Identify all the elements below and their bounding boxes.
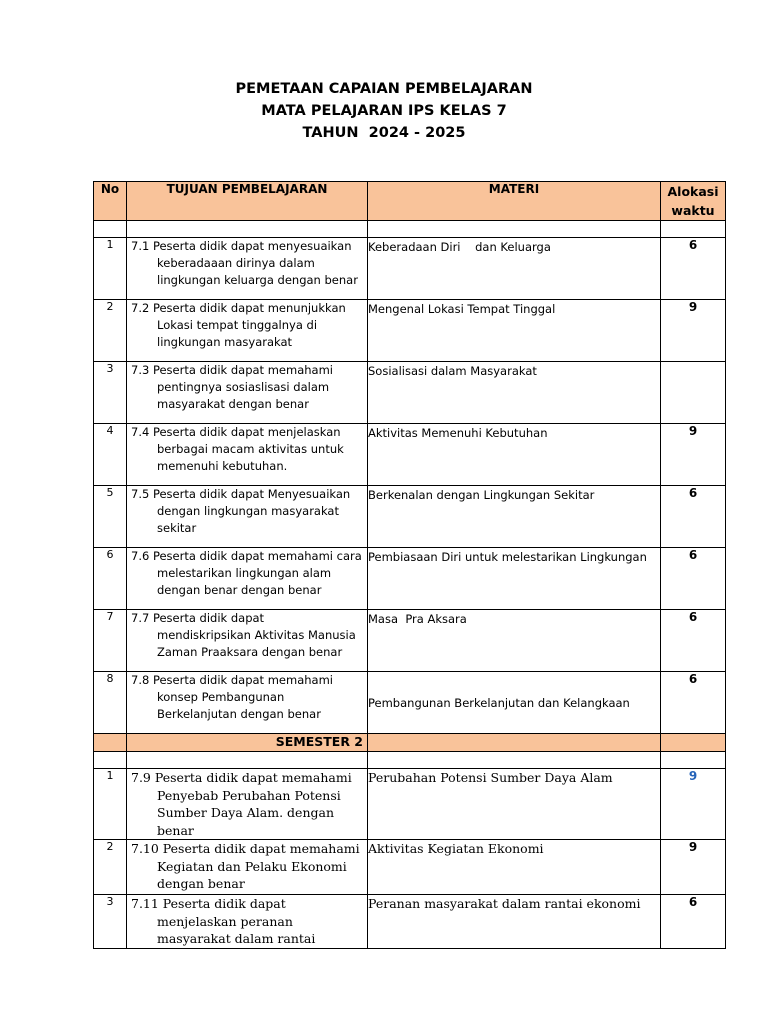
tujuan-cell	[127, 362, 368, 424]
tujuan-cell	[127, 238, 368, 300]
title-line-1: PEMETAAN CAPAIAN PEMBELAJARAN	[235, 81, 533, 97]
row-number: 4	[94, 424, 127, 486]
tujuan-continuation: konsep Pembangunan Berkelanjutan dengan benar	[157, 690, 321, 721]
tujuan-continuation: Lokasi tempat tinggalnya di lingkungan masyarakat	[157, 318, 318, 349]
materi-cell: Peranan masyarakat dalam rantai ekonomi	[368, 895, 661, 949]
tujuan-cell	[127, 895, 368, 949]
semester-2-row	[94, 734, 726, 752]
tujuan-cell	[127, 840, 368, 895]
row-number: 7	[94, 610, 127, 672]
mapping-table	[93, 181, 726, 949]
alokasi-cell: 9	[661, 840, 726, 895]
table-row	[94, 895, 726, 949]
table-header-row	[94, 182, 726, 221]
row-number: 3	[94, 895, 127, 949]
tujuan-cell	[127, 769, 368, 840]
table-row	[94, 840, 726, 895]
table-row	[94, 672, 726, 734]
materi-cell: Aktivitas Memenuhi Kebutuhan	[368, 424, 661, 486]
header-tujuan: TUJUAN PEMBELAJARAN	[127, 182, 368, 221]
tujuan-lead: 7.7 Peserta didik dapat	[131, 611, 265, 625]
semester-2-label: SEMESTER 2	[127, 734, 368, 752]
row-number: 2	[94, 300, 127, 362]
table-row	[94, 424, 726, 486]
table-row	[94, 486, 726, 548]
alokasi-cell	[661, 362, 726, 424]
table-row	[94, 548, 726, 610]
tujuan-cell	[127, 672, 368, 734]
header-materi: MATERI	[368, 182, 661, 221]
alokasi-cell: 9	[661, 769, 726, 840]
materi-cell: Berkenalan dengan Lingkungan Sekitar	[368, 486, 661, 548]
row-number: 1	[94, 238, 127, 300]
tujuan-continuation: berbagai macam aktivitas untuk memenuhi kebutuhan.	[157, 442, 344, 473]
tujuan-lead: 7.6 Peserta didik dapat memahami cara	[131, 549, 362, 563]
table-row	[94, 610, 726, 672]
tujuan-lead: 7.3 Peserta didik dapat memahami	[131, 363, 333, 377]
table-row	[94, 769, 726, 840]
tujuan-lead: 7.2 Peserta didik dapat menunjukkan	[131, 301, 346, 315]
tujuan-continuation: keberadaaan dirinya dalam lingkungan keluarga dengan benar	[157, 256, 358, 287]
tujuan-continuation: dengan lingkungan masyarakat sekitar	[157, 504, 339, 535]
tujuan-continuation: menjelaskan peranan masyarakat dalam rantai	[157, 913, 316, 946]
tujuan-cell	[127, 548, 368, 610]
materi-cell: Perubahan Potensi Sumber Daya Alam	[368, 769, 661, 840]
alokasi-cell: 6	[661, 238, 726, 300]
table-row	[94, 362, 726, 424]
materi-cell: Mengenal Lokasi Tempat Tinggal	[368, 300, 661, 362]
tujuan-continuation: melestarikan lingkungan alam dengan benar dengan benar	[157, 566, 332, 597]
document-title	[0, 78, 768, 144]
tujuan-lead: 7.8 Peserta didik dapat memahami	[131, 673, 333, 687]
materi-cell: Sosialisasi dalam Masyarakat	[368, 362, 661, 424]
tujuan-cell	[127, 486, 368, 548]
materi-cell: Masa Pra Aksara	[368, 610, 661, 672]
tujuan-continuation: Penyebab Perubahan Potensi Sumber Daya Alam. dengan benar	[157, 787, 341, 838]
row-number: 2	[94, 840, 127, 895]
tujuan-continuation: Kegiatan dan Pelaku Ekonomi dengan benar	[157, 858, 347, 891]
materi-cell: Pembiasaan Diri untuk melestarikan Lingkungan	[368, 548, 661, 610]
materi-cell: Pembangunan Berkelanjutan dan Kelangkaan	[368, 672, 661, 734]
title-line-3: TAHUN 2024 - 2025	[302, 125, 466, 141]
row-number: 3	[94, 362, 127, 424]
tujuan-lead: 7.4 Peserta didik dapat menjelaskan	[131, 425, 341, 439]
alokasi-cell: 9	[661, 424, 726, 486]
materi-cell: Keberadaan Diri dan Keluarga	[368, 238, 661, 300]
tujuan-lead: 7.11 Peserta didik dapat	[131, 896, 286, 911]
header-no: No	[94, 182, 127, 221]
row-number: 6	[94, 548, 127, 610]
alokasi-cell: 6	[661, 895, 726, 949]
alokasi-cell: 6	[661, 486, 726, 548]
table-row	[94, 238, 726, 300]
header-alokasi: Alokasi waktu	[661, 182, 726, 221]
table-row	[94, 300, 726, 362]
tujuan-continuation: mendiskripsikan Aktivitas Manusia Zaman Praaksara dengan benar	[157, 628, 356, 659]
row-number: 1	[94, 769, 127, 840]
alokasi-cell: 6	[661, 610, 726, 672]
tujuan-continuation: pentingnya sosiaslisasi dalam masyarakat dengan benar	[157, 380, 330, 411]
tujuan-lead: 7.5 Peserta didik dapat Menyesuaikan	[131, 487, 351, 501]
tujuan-lead: 7.1 Peserta didik dapat menyesuaikan	[131, 239, 352, 253]
tujuan-lead: 7.10 Peserta didik dapat memahami	[131, 841, 360, 856]
row-number: 5	[94, 486, 127, 548]
alokasi-cell: 6	[661, 548, 726, 610]
spacer-row	[94, 221, 726, 238]
row-number: 8	[94, 672, 127, 734]
tujuan-cell	[127, 300, 368, 362]
materi-cell: Aktivitas Kegiatan Ekonomi	[368, 840, 661, 895]
title-line-2: MATA PELAJARAN IPS KELAS 7	[261, 103, 507, 119]
alokasi-cell: 9	[661, 300, 726, 362]
tujuan-lead: 7.9 Peserta didik dapat memahami	[131, 770, 352, 785]
spacer-row	[94, 752, 726, 769]
tujuan-cell	[127, 610, 368, 672]
tujuan-cell	[127, 424, 368, 486]
alokasi-cell: 6	[661, 672, 726, 734]
